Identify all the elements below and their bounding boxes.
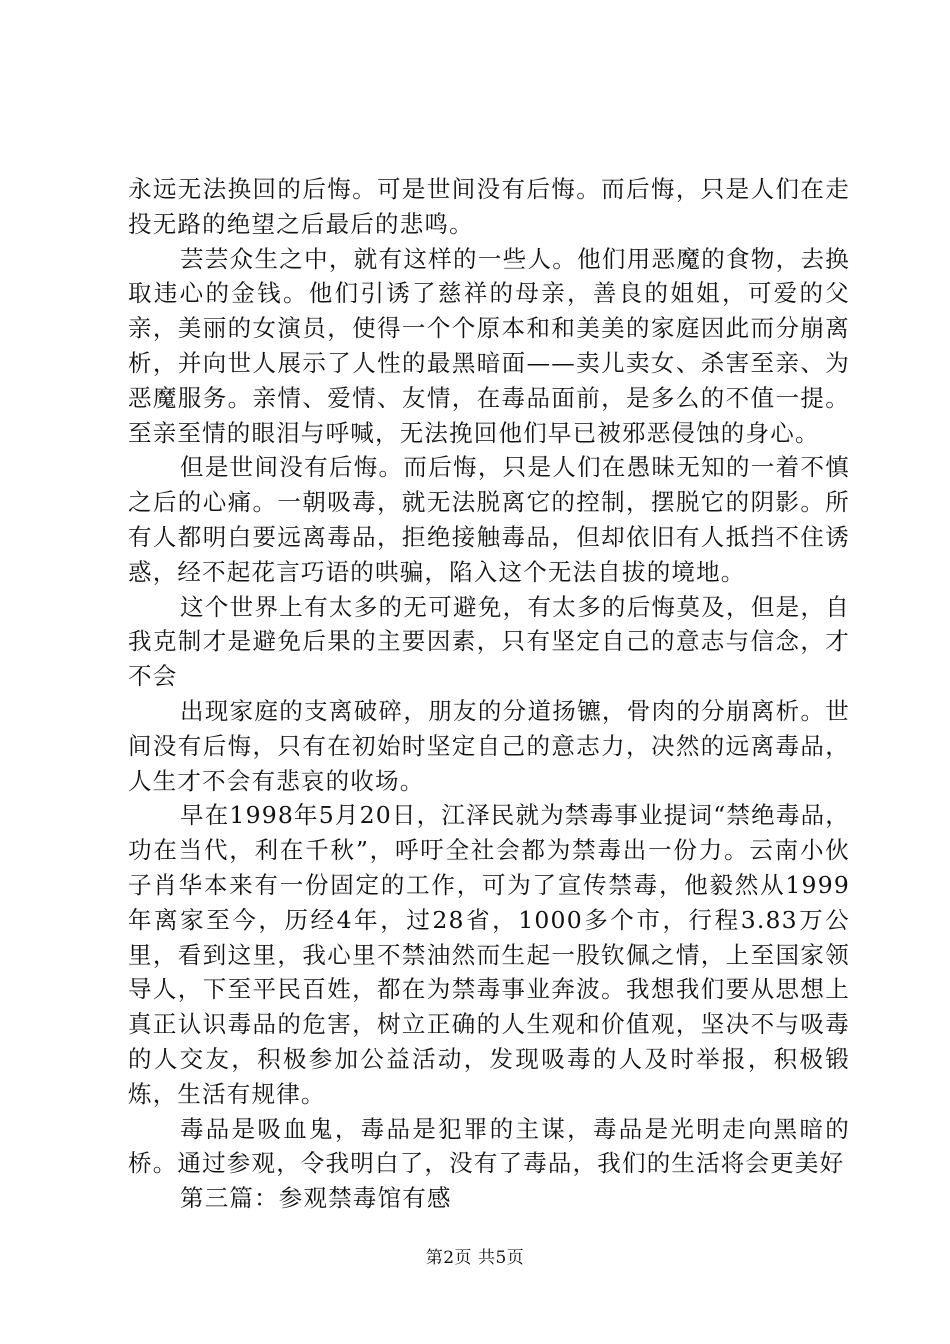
paragraph-5: 出现家庭的支离破碎，朋友的分道扬镳，骨肉的分崩离析。世间没有后悔，只有在初始时坚定自己的意志力，决然的远离毒品，人生才不会有悲哀的收场。	[128, 696, 850, 795]
paragraph-7: 毒品是吸血鬼，毒品是犯罪的主谋，毒品是光明走向黑暗的桥。通过参观，令我明白了，没有了毒品，我们的生活将会更美好	[128, 1114, 850, 1178]
paragraph-2: 芸芸众生之中，就有这样的一些人。他们用恶魔的食物，去换取违心的金钱。他们引诱了慈祥的母亲，善良的姐姐，可爱的父亲，美丽的女演员，使得一个个原本和和美美的家庭因此而分崩离析，并向世人展示了人性的最黑暗面——卖儿卖女、杀害至亲、为恶魔服务。亲情、爱情、友情，在毒品面前，是多么的不值一提。至亲至情的眼泪与呼喊，无法挽回他们早已被邪恶侵蚀的身心。	[128, 244, 850, 447]
document-body	[128, 172, 850, 1216]
paragraph-6: 早在1998年5月20日，江泽民就为禁毒事业提词“禁绝毒品，功在当代，利在千秋”，呼吁全社会都为禁毒出一份力。云南小伙子肖华本来有一份固定的工作，可为了宣传禁毒，他毅然从1999年离家至今，历经4年，过28省，1000多个市，行程3.83万公里，看到这里，我心里不禁油然而生起一股钦佩之情，上至国家领导人，下至平民百姓，都在为禁毒事业奔波。我想我们要从思想上真正认识毒品的危害，树立正确的人生观和价值观，坚决不与吸毒的人交友，积极参加公益活动，发现吸毒的人及时举报，积极锻炼，生活有规律。	[128, 801, 850, 1108]
page-footer: 第2页 共5页	[425, 1248, 525, 1268]
paragraph-3: 但是世间没有后悔。而后悔，只是人们在愚昧无知的一着不慎之后的心痛。一朝吸毒，就无法脱离它的控制，摆脱它的阴影。所有人都明白要远离毒品，拒绝接触毒品，但却依旧有人抵挡不住诱惑，经不起花言巧语的哄骗，陷入这个无法自拔的境地。	[128, 453, 850, 586]
paragraph-1: 永远无法换回的后悔。可是世间没有后悔。而后悔，只是人们在走投无路的绝望之后最后的悲鸣。	[128, 175, 850, 238]
section-heading: 第三篇：参观禁毒馆有感	[180, 1184, 452, 1213]
paragraph-4: 这个世界上有太多的无可避免，有太多的后悔莫及，但是，自我克制才是避免后果的主要因素，只有坚定自己的意志与信念，才不会	[128, 592, 850, 691]
